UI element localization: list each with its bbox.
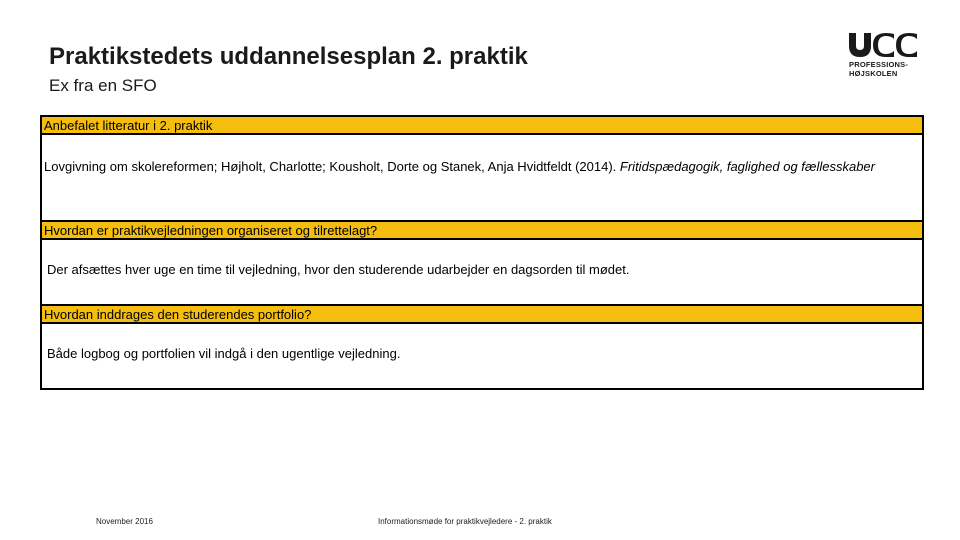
section-body-guidance: Der afsættes hver uge en time til vejledning, hvor den studerende udarbejder en dagsorden til mødet. <box>47 262 630 277</box>
section-body-literature <box>42 135 922 220</box>
literature-book-title: Fritidspædagogik, faglighed og fællesskaber <box>619 159 875 174</box>
section-heading-portfolio: Hvordan inddrages den studerendes portfolio? <box>42 304 922 324</box>
ucc-logo <box>849 33 921 83</box>
footer-title: Informationsmøde for praktikvejledere - 2. praktik <box>378 517 552 526</box>
page-subtitle: Ex fra en SFO <box>49 76 157 95</box>
logo-line-2: HØJSKOLEN <box>849 69 898 78</box>
literature-text: Lovgivning om skolereformen; Højholt, Charlotte; Kousholt, Dorte og Stanek, Anja Hvidtfeldt (2014). <box>44 159 620 174</box>
section-heading-literature: Anbefalet litteratur i 2. praktik <box>42 115 922 135</box>
section-heading-guidance: Hvordan er praktikvejledningen organiseret og tilrettelagt? <box>42 220 922 240</box>
ucc-wordmark <box>849 33 917 57</box>
plan-table <box>40 115 924 390</box>
page-title: Praktikstedets uddannelsesplan 2. praktik <box>49 43 528 70</box>
logo-line-1: PROFESSIONS- <box>849 60 909 69</box>
footer-date: November 2016 <box>96 517 153 526</box>
section-body-portfolio: Både logbog og portfolien vil indgå i den ugentlige vejledning. <box>47 346 401 361</box>
